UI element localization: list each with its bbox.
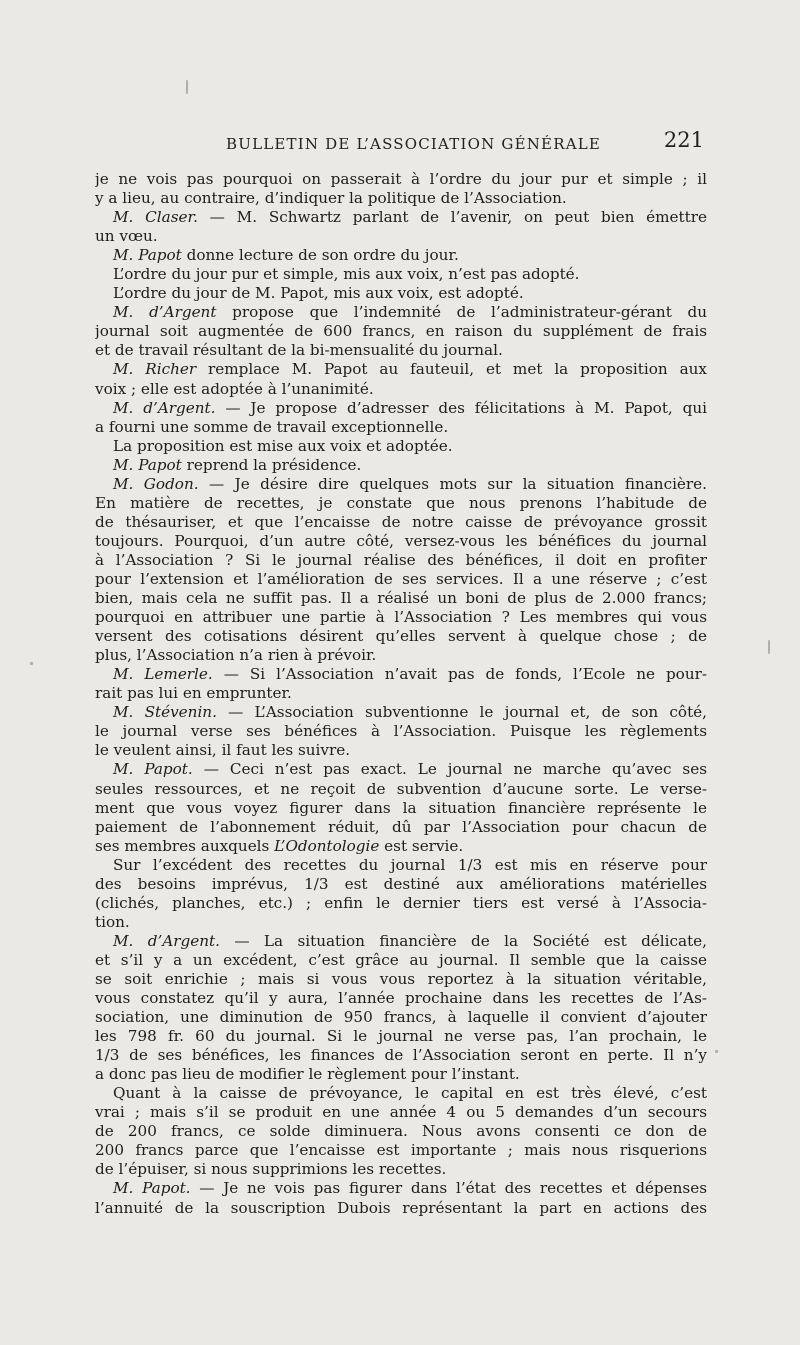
line-text: pour l’extension et l’amélioration de ses services. Il a une réserve ; c’est: [95, 569, 707, 588]
text-line: [95, 456, 707, 475]
text-line: [95, 665, 707, 684]
line-text: de l’épuiser, si nous supprimions les recettes.: [95, 1160, 447, 1179]
text-line: [95, 303, 707, 322]
text-line: [95, 437, 707, 456]
text-line: [95, 703, 707, 722]
text-line: [95, 399, 707, 418]
running-head: BULLETIN DE L’ASSOCIATION GÉNÉRALE: [226, 135, 602, 153]
line-text: 1/3 de ses bénéfices, les finances de l’Association seront en perte. Il n’y: [95, 1046, 707, 1065]
text-line: [95, 1008, 707, 1027]
text-line: [95, 646, 707, 665]
line-text: rait pas lui en emprunter.: [95, 684, 292, 703]
text-line: [95, 856, 707, 875]
text-line: [95, 246, 707, 265]
text-line: [95, 418, 707, 437]
journal-title: L’Odontologie: [274, 836, 380, 855]
line-text: 200 francs parce que l’encaisse est importante ; mais nous risquerions: [95, 1141, 707, 1160]
line-text: — Je désire dire quelques mots sur la situation financière.: [198, 474, 707, 493]
line-text: pourquoi en attribuer une partie à l’Association ? Les membres qui vous: [95, 608, 707, 627]
line-text: Sur l’excédent des recettes du journal 1/3 est mis en réserve pour: [113, 855, 707, 874]
text-line: [95, 608, 707, 627]
text-line: [95, 284, 707, 303]
line-text: à l’Association ? Si le journal réalise des bénéfices, il doit en profiter: [95, 550, 707, 569]
text-line: [95, 570, 707, 589]
line-text: et de travail résultant de la bi-mensualité du journal.: [95, 341, 503, 360]
text-line: [95, 1122, 707, 1141]
line-text-tail: est servie.: [379, 836, 464, 855]
text-line: [95, 1179, 707, 1198]
text-line: [95, 513, 707, 532]
line-text: — M. Schwartz parlant de l’avenir, on peut bien émettre: [197, 208, 707, 227]
line-text: voix ; elle est adoptée à l’unanimité.: [95, 379, 374, 398]
text-line: [95, 741, 707, 760]
line-text: sociation, une diminution de 950 francs, à laquelle il convient d’ajouter: [95, 1008, 707, 1027]
text-line: [95, 799, 707, 818]
text-line: [95, 913, 707, 932]
speaker-name: M. d’Argent: [113, 303, 217, 322]
line-text: des besoins imprévus, 1/3 est destiné aux améliorations matérielles: [95, 874, 707, 893]
line-text: bien, mais cela ne suffit pas. Il a réalisé un boni de plus de 2.000 francs;: [95, 589, 707, 608]
line-text: de thésauriser, et que l’encaisse de notre caisse de prévoyance grossit: [95, 512, 707, 531]
text-line: [95, 532, 707, 551]
speaker-name: M. Papot.: [113, 760, 193, 779]
text-line: [95, 1027, 707, 1046]
text-line: [95, 1065, 707, 1084]
line-text: un vœu.: [95, 227, 158, 246]
text-line: [95, 875, 707, 894]
text-line: [95, 780, 707, 799]
speaker-name: M. Claser.: [113, 208, 198, 227]
line-text: l’annuité de la souscription Dubois représentant la part en actions des: [95, 1198, 707, 1217]
line-text: — Je propose d’adresser des félicitations à M. Papot, qui: [215, 398, 707, 417]
line-text: vous constatez qu’il y aura, l’année prochaine dans les recettes de l’As-: [95, 989, 707, 1008]
line-text: (clichés, planches, etc.) ; enfin le dernier tiers est versé à l’Associa-: [95, 893, 707, 912]
line-text: reprend la présidence.: [181, 455, 362, 474]
text-line: [95, 589, 707, 608]
line-text: toujours. Pourquoi, d’un autre côté, versez-vous les bénéfices du journal: [95, 531, 707, 550]
line-text: plus, l’Association n’a rien à prévoir.: [95, 646, 377, 665]
text-line: [95, 818, 707, 837]
line-text: — L’Association subventionne le journal et, de son côté,: [216, 703, 707, 722]
scan-speck: [30, 662, 33, 665]
line-text: y a lieu, au contraire, d’indiquer la politique de l’Association.: [95, 189, 567, 208]
speaker-name: M. Lemerle.: [113, 665, 213, 684]
line-text: L’ordre du jour pur et simple, mis aux voix, n’est pas adopté.: [113, 265, 580, 284]
text-line: [95, 227, 707, 246]
text-line: [95, 265, 707, 284]
text-line: [95, 360, 707, 379]
text-line: [95, 970, 707, 989]
text-line: [95, 722, 707, 741]
scan-speck: [715, 1050, 718, 1053]
line-text: — Si l’Association n’avait pas de fonds, l’Ecole ne pour-: [212, 665, 707, 684]
text-line: [95, 932, 707, 951]
line-text: — Ceci n’est pas exact. Le journal ne marche qu’avec ses: [192, 760, 707, 779]
line-text: je ne vois pas pourquoi on passerait à l’ordre du jour pur et simple ; il: [95, 170, 707, 188]
line-text: et s’il y a un excédent, c’est grâce au journal. Il semble que la caisse: [95, 950, 707, 969]
line-text: journal soit augmentée de 600 francs, en raison du supplément de frais: [95, 322, 707, 341]
line-text: — La situation financière de la Société est délicate,: [219, 931, 707, 950]
line-text: — Je ne vois pas figurer dans l’état des recettes et dépenses: [190, 1179, 707, 1198]
line-text: propose que l’indemnité de l’administrateur-gérant du: [216, 303, 707, 322]
text-line: [95, 894, 707, 913]
text-line: [95, 475, 707, 494]
line-text: a donc pas lieu de modifier le règlement pour l’instant.: [95, 1065, 520, 1084]
line-text: se soit enrichie ; mais si vous vous reportez à la situation véritable,: [95, 969, 707, 988]
speaker-name: M. Papot: [113, 246, 182, 265]
text-line: [95, 1199, 707, 1218]
line-text: Quant à la caisse de prévoyance, le capital en est très élevé, c’est: [113, 1084, 707, 1103]
line-text: paiement de l’abonnement réduit, dû par l’Association pour chacun de: [95, 817, 707, 836]
speaker-name: M. Richer: [113, 360, 197, 379]
body-text: [95, 170, 707, 1218]
text-line: [95, 989, 707, 1008]
text-line: [95, 951, 707, 970]
text-line: [95, 380, 707, 399]
speaker-name: M. Stévenin.: [113, 703, 217, 722]
line-text: versent des cotisations désirent qu’elles servent à quelque chose ; de: [95, 627, 707, 646]
text-line: [95, 494, 707, 513]
text-line: [95, 837, 707, 856]
line-text: ses membres auxquels: [95, 836, 275, 855]
line-text: remplace M. Papot au fauteuil, et met la proposition aux: [196, 360, 707, 379]
speaker-name: M. Papot.: [113, 1179, 191, 1198]
line-text: vrai ; mais s’il se produit en une année 4 ou 5 demandes d’un secours: [95, 1103, 707, 1122]
text-line: [95, 627, 707, 646]
line-text: La proposition est mise aux voix et adoptée.: [113, 436, 453, 455]
line-text: de 200 francs, ce solde diminuera. Nous avons consenti ce don de: [95, 1122, 707, 1141]
text-line: [95, 684, 707, 703]
line-text: seules ressources, et ne reçoit de subvention d’aucune sorte. Le verse-: [95, 779, 707, 798]
page-header: [96, 128, 710, 158]
line-text: donne lecture de son ordre du jour.: [181, 246, 459, 265]
speaker-name: M. Godon.: [113, 474, 199, 493]
text-line: [95, 170, 707, 189]
text-line: [95, 189, 707, 208]
scan-speck: [768, 640, 770, 654]
text-line: [95, 1141, 707, 1160]
line-text: L’ordre du jour de M. Papot, mis aux voix, est adopté.: [113, 284, 524, 303]
text-line: [95, 760, 707, 779]
line-text: les 798 fr. 60 du journal. Si le journal ne verse pas, l’an prochain, le: [95, 1027, 707, 1046]
speaker-name: M. d’Argent.: [113, 398, 216, 417]
text-line: [95, 551, 707, 570]
page-number: 221: [663, 128, 704, 152]
speaker-name: M. Papot: [113, 455, 182, 474]
text-line: [95, 341, 707, 360]
text-line: [95, 1160, 707, 1179]
line-text: ment que vous voyez figurer dans la situation financière représente le: [95, 798, 707, 817]
line-text: a fourni une somme de travail exceptionnelle.: [95, 417, 449, 436]
text-line: [95, 1103, 707, 1122]
text-line: [95, 1046, 707, 1065]
line-text: En matière de recettes, je constate que nous prenons l’habitude de: [95, 493, 707, 512]
text-line: [95, 208, 707, 227]
scan-speck: [186, 80, 188, 94]
speaker-name: M. d’Argent.: [113, 931, 220, 950]
text-line: [95, 322, 707, 341]
line-text: le veulent ainsi, il faut les suivre.: [95, 741, 351, 760]
line-text: le journal verse ses bénéfices à l’Association. Puisque les règlements: [95, 722, 707, 741]
text-line: [95, 1084, 707, 1103]
line-text: tion.: [95, 912, 130, 931]
